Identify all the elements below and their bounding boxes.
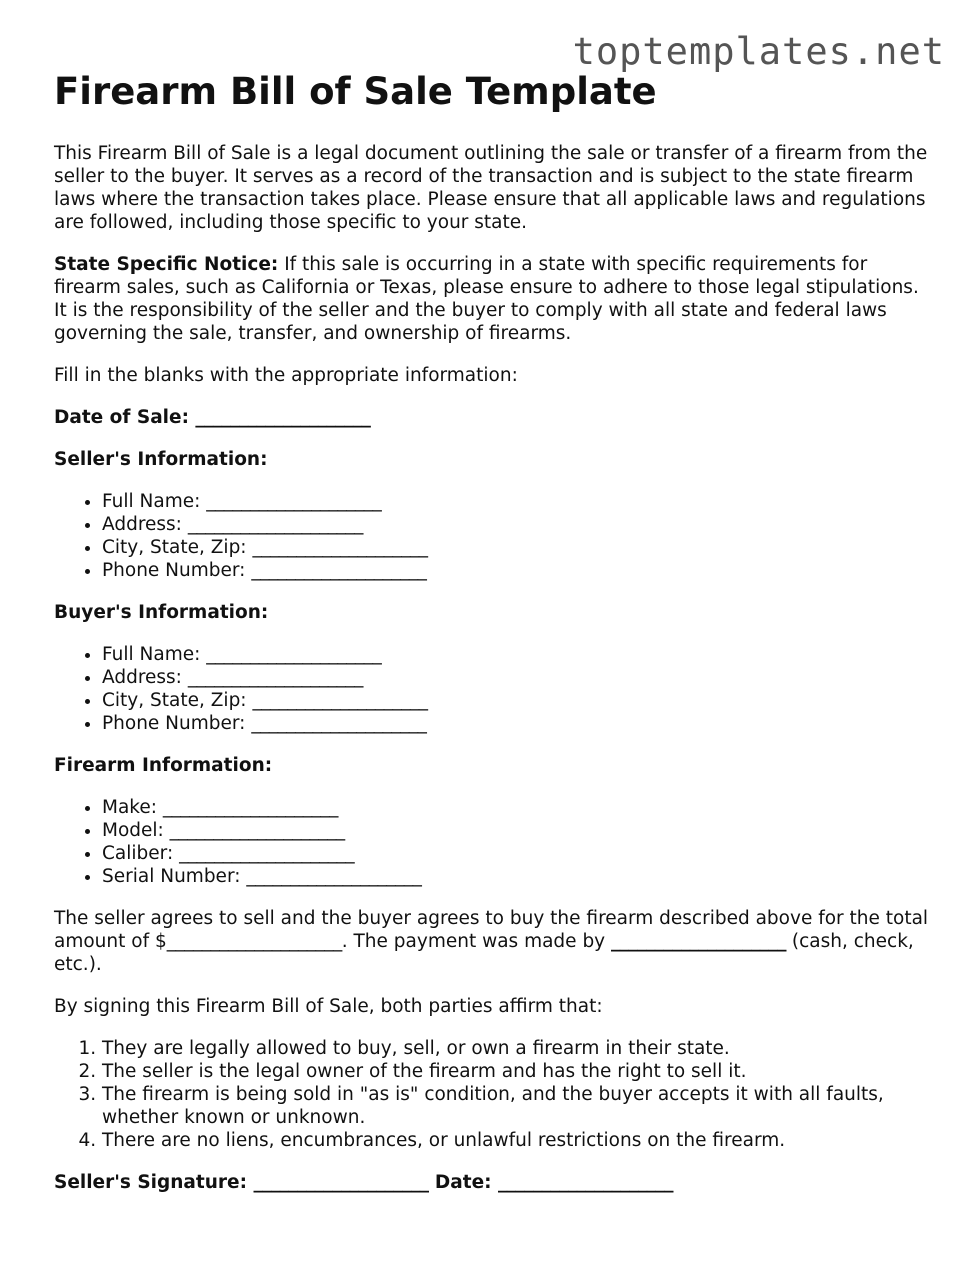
field-blank[interactable]: ____________________ [169,820,345,841]
buyer-phone [102,712,934,735]
field-blank[interactable]: ____________________ [206,491,382,512]
signature-date-blank[interactable]: ____________________ [498,1172,673,1193]
payment-text-1: The seller agrees to sell and the buyer agrees to buy the firearm described above for the total amount of $ [54,908,929,952]
buyer-city-state-zip [102,689,934,712]
seller-full-name [102,490,934,513]
date-of-sale-label: Date of Sale: [54,407,189,428]
field-label: Phone Number: [102,713,246,734]
field-label: Full Name: [102,644,201,665]
page-title: Firearm Bill of Sale Template [54,70,657,113]
seller-signature-label: Seller's Signature: [54,1172,247,1193]
field-blank[interactable]: ____________________ [187,667,363,688]
affirmation-item: 3. The firearm is being sold in "as is" condition, and the buyer accepts it with all faults, whether known or unknown. [102,1083,934,1129]
field-blank[interactable]: ____________________ [251,560,427,581]
field-label: Full Name: [102,491,201,512]
field-label: Address: [102,667,182,688]
field-blank[interactable]: ____________________ [187,514,363,535]
field-label: Make: [102,797,157,818]
firearm-model [102,819,934,842]
seller-signature-blank[interactable]: ____________________ [253,1172,429,1193]
affirm-intro: By signing this Firearm Bill of Sale, both parties affirm that: [54,996,603,1017]
buyer-heading: Buyer's Information: [54,602,269,623]
field-blank[interactable]: ____________________ [162,797,338,818]
field-label: Phone Number: [102,560,246,581]
payment-text-2: . The payment was made by [341,931,612,952]
payment-text-3: (cash, check, etc.). [54,931,914,975]
date-of-sale [54,406,934,429]
field-label: City, State, Zip: [102,690,247,711]
field-blank[interactable]: ____________________ [206,644,382,665]
field-blank[interactable]: ____________________ [252,537,428,558]
signature-line [54,1171,934,1194]
intro-paragraph: This Firearm Bill of Sale is a legal document outlining the sale or transfer of a firearm from the seller to the buyer. It serves as a record of the transaction and is subject to the state firearm laws where the transaction takes place. Please ensure that all applicable laws and regulations are followed, including those specific to your state. [54,143,928,233]
state-notice-label: State Specific Notice: [54,254,279,275]
field-blank[interactable]: ____________________ [251,713,427,734]
seller-heading: Seller's Information: [54,449,268,470]
seller-fields [54,490,934,582]
firearm-fields [54,796,934,888]
state-notice [54,253,934,345]
field-blank[interactable]: ____________________ [179,843,355,864]
seller-city-state-zip [102,536,934,559]
affirmation-item: 1. They are legally allowed to buy, sell, or own a firearm in their state. [102,1037,934,1060]
field-blank[interactable]: ____________________ [252,690,428,711]
field-label: Model: [102,820,164,841]
firearm-caliber [102,842,934,865]
buyer-address [102,666,934,689]
amount-blank[interactable]: ____________________ [166,931,342,952]
firearm-serial-number [102,865,934,888]
watermark: toptemplates.net [572,30,945,73]
document-page [54,68,934,1194]
field-label: City, State, Zip: [102,537,247,558]
field-label: Serial Number: [102,866,241,887]
firearm-make [102,796,934,819]
fill-instruction: Fill in the blanks with the appropriate information: [54,365,518,386]
payment-paragraph [54,907,934,976]
buyer-fields [54,643,934,735]
buyer-full-name [102,643,934,666]
field-label: Caliber: [102,843,174,864]
affirmations-list [54,1037,934,1152]
field-label: Address: [102,514,182,535]
seller-address [102,513,934,536]
affirmation-item: 2. The seller is the legal owner of the firearm and has the right to sell it. [102,1060,934,1083]
date-of-sale-blank[interactable]: ____________________ [195,407,371,428]
signature-date-label: Date: [434,1172,492,1193]
state-notice-text: If this sale is occurring in a state with specific requirements for firearm sales, such as California or Texas, please ensure to adhere to those legal stipulations. It is the responsibility of the seller and the buyer to comply with all state and federal laws governing the sale, transfer, and ownership of firearms. [54,254,919,344]
firearm-heading: Firearm Information: [54,755,273,776]
seller-phone [102,559,934,582]
field-blank[interactable]: ____________________ [246,866,422,887]
payment-method-blank[interactable]: ____________________ [611,931,787,952]
affirmation-item: 4. There are no liens, encumbrances, or unlawful restrictions on the firearm. [102,1129,934,1152]
